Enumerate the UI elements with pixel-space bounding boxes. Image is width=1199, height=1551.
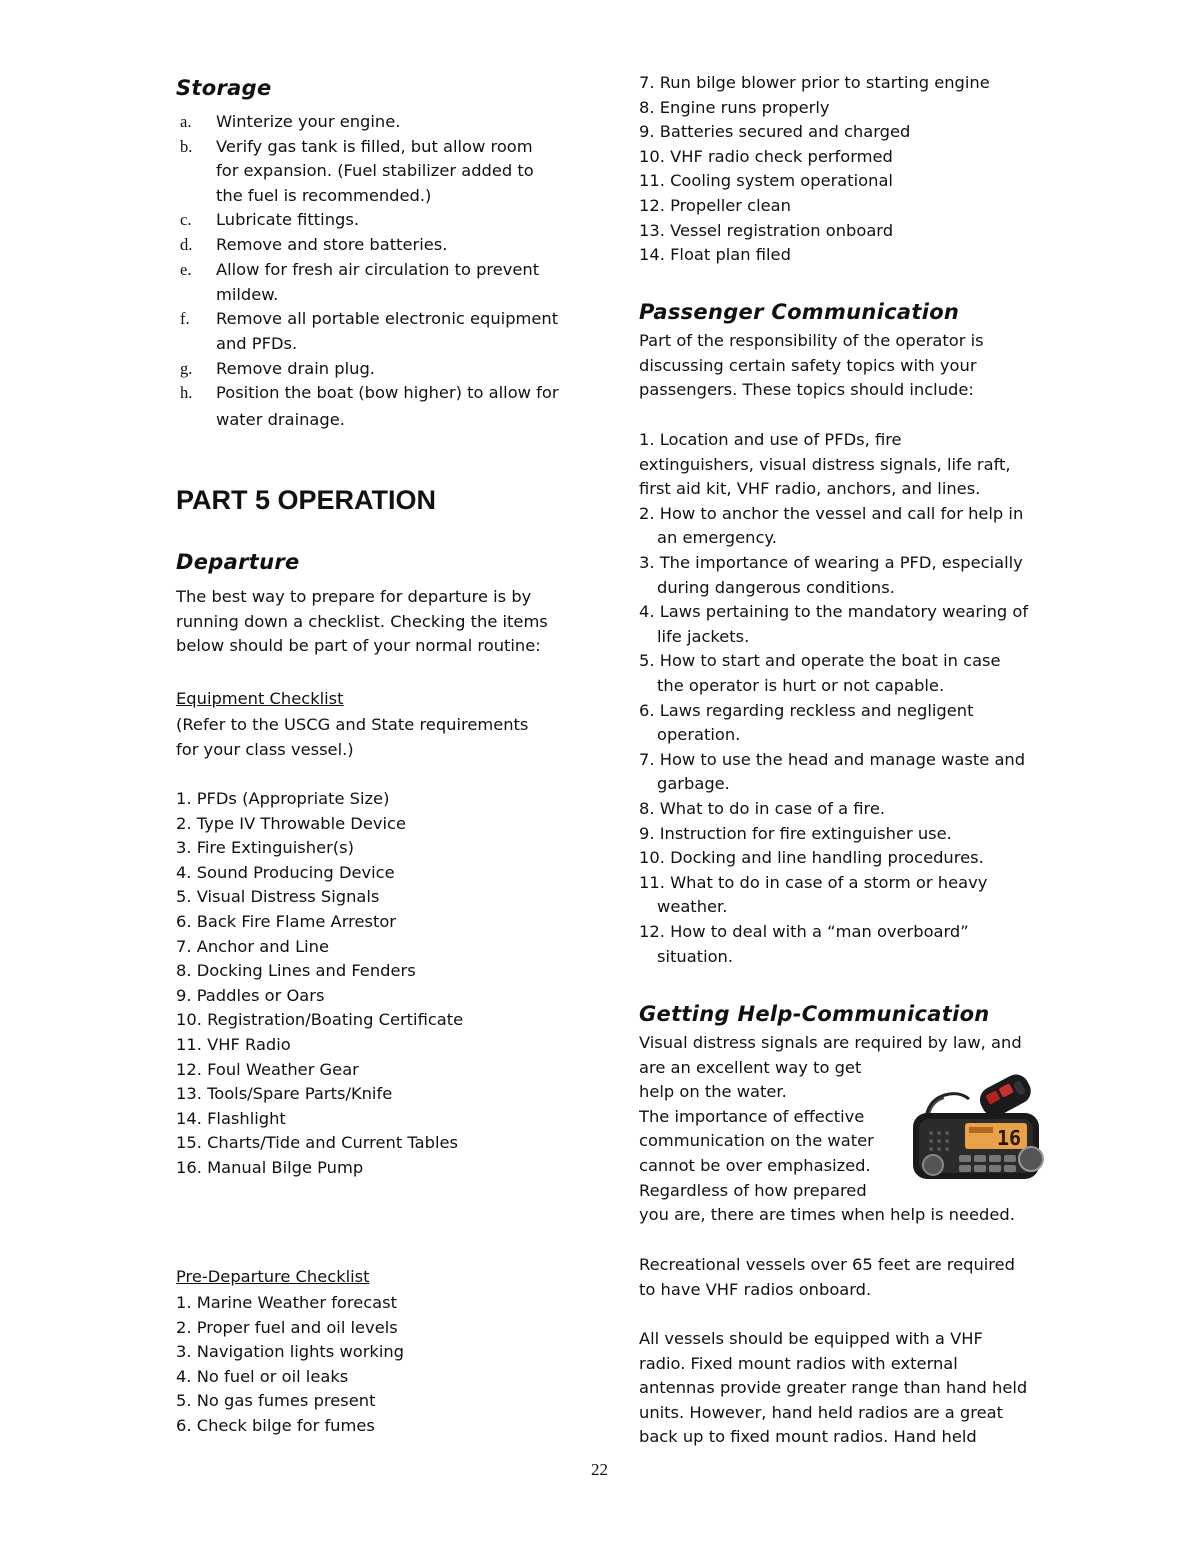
radio-display-text: 16: [996, 1126, 1022, 1150]
vhf-radio-icon: [911, 1073, 1053, 1185]
passenger-topic-item-cont: weather.: [657, 897, 728, 917]
predeparture-item: 2. Proper fuel and oil levels: [176, 1317, 398, 1337]
getting-help-heading: Getting Help-Communication: [639, 1002, 990, 1026]
storage-item-letter: g.: [180, 359, 193, 378]
equipment-item: 8. Docking Lines and Fenders: [176, 961, 416, 981]
storage-item-text: Lubricate fittings.: [216, 210, 360, 229]
help-paragraph-line: cannot be over emphasized.: [639, 1156, 871, 1175]
equipment-item: 5. Visual Distress Signals: [176, 887, 380, 907]
help-paragraph-line: communication on the water: [639, 1131, 874, 1151]
storage-item-text: and PFDs.: [216, 334, 298, 353]
help-paragraph-line: are an excellent way to get: [639, 1057, 862, 1077]
help-paragraph-line: Regardless of how prepared: [639, 1180, 867, 1200]
storage-item-letter: f.: [180, 309, 190, 328]
storage-item-text: Allow for fresh air circulation to prevent: [216, 260, 540, 279]
equipment-item: 11. VHF Radio: [176, 1035, 291, 1054]
equipment-item: 2. Type IV Throwable Device: [176, 813, 406, 833]
storage-item-letter: a.: [180, 112, 192, 131]
predeparture-item: 6. Check bilge for fumes: [176, 1416, 375, 1435]
help-paragraph-line: units. However, hand held radios are a great: [639, 1402, 1003, 1422]
storage-item-text: Position the boat (bow higher) to allow for: [216, 383, 559, 402]
help-paragraph-line: The importance of effective: [639, 1106, 865, 1126]
passenger-intro-line: discussing certain safety topics with your: [639, 355, 977, 375]
passenger-topic-item: 9. Instruction for fire extinguisher use.: [639, 823, 952, 843]
predeparture-checklist-title: Pre-Departure Checklist: [176, 1267, 370, 1286]
predeparture-item: 14. Float plan filed: [639, 245, 791, 265]
help-paragraph-line: radio. Fixed mount radios with external: [639, 1353, 958, 1373]
equipment-item: 1. PFDs (Appropriate Size): [176, 789, 390, 808]
passenger-topic-item: 6. Laws regarding reckless and negligent: [639, 700, 974, 720]
storage-item-text: Remove and store batteries.: [216, 235, 448, 254]
passenger-topic-item: 11. What to do in case of a storm or heavy: [639, 872, 988, 892]
equipment-item: 6. Back Fire Flame Arrestor: [176, 912, 396, 931]
passenger-topic-item-cont: an emergency.: [657, 528, 777, 548]
equipment-item: 15. Charts/Tide and Current Tables: [176, 1133, 458, 1153]
storage-item-text: for expansion. (Fuel stabilizer added to: [216, 161, 534, 180]
equipment-checklist-title: Equipment Checklist: [176, 689, 344, 708]
storage-heading: Storage: [176, 76, 272, 100]
help-paragraph-line: to have VHF radios onboard.: [639, 1279, 872, 1299]
equipment-item: 14. Flashlight: [176, 1108, 286, 1128]
predeparture-item: 7. Run bilge blower prior to starting engine: [639, 73, 990, 92]
help-paragraph-line: you are, there are times when help is needed.: [639, 1205, 1015, 1225]
storage-item-text: Verify gas tank is filled, but allow room: [216, 137, 533, 156]
predeparture-item: 12. Propeller clean: [639, 196, 791, 215]
passenger-communication-heading: Passenger Communication: [639, 300, 960, 324]
passenger-topic-item: 4. Laws pertaining to the mandatory wearing of: [639, 602, 1029, 622]
equipment-item: 9. Paddles or Oars: [176, 985, 325, 1005]
passenger-topic-item: 12. How to deal with a “man overboard”: [639, 922, 969, 941]
storage-item-letter: e.: [180, 260, 192, 279]
departure-intro-line: running down a checklist. Checking the items: [176, 611, 548, 631]
help-paragraph-line: antennas provide greater range than hand held: [639, 1378, 1028, 1398]
passenger-intro-line: Part of the responsibility of the operator is: [639, 331, 984, 350]
storage-item-text: water drainage.: [216, 410, 345, 429]
passenger-topic-item: 7. How to use the head and manage waste and: [639, 749, 1026, 769]
equipment-item: 16. Manual Bilge Pump: [176, 1158, 364, 1177]
passenger-topic-item-cont: during dangerous conditions.: [657, 577, 895, 597]
storage-item-text: the fuel is recommended.): [216, 186, 432, 205]
equipment-item: 7. Anchor and Line: [176, 936, 330, 956]
passenger-topic-item-cont: first aid kit, VHF radio, anchors, and lines.: [639, 479, 981, 499]
predeparture-item: 10. VHF radio check performed: [639, 146, 893, 166]
storage-item-letter: d.: [180, 235, 193, 254]
equipment-item: 3. Fire Extinguisher(s): [176, 838, 354, 858]
help-paragraph-line: back up to fixed mount radios. Hand held: [639, 1427, 977, 1447]
help-paragraph-line: help on the water.: [639, 1082, 787, 1102]
storage-item-letter: c.: [180, 210, 192, 229]
passenger-topic-item-cont: operation.: [657, 725, 741, 745]
equipment-item: 13. Tools/Spare Parts/Knife: [176, 1084, 393, 1104]
passenger-topic-item-cont: extinguishers, visual distress signals, life raft,: [639, 454, 1011, 474]
storage-item-letter: h.: [180, 383, 193, 402]
equipment-note-line: for your class vessel.): [176, 739, 354, 759]
page-number: 22: [591, 1460, 608, 1479]
passenger-intro-line: passengers. These topics should include:: [639, 380, 974, 400]
passenger-topic-item-cont: garbage.: [657, 774, 730, 794]
storage-item-text: mildew.: [216, 285, 279, 304]
passenger-topic-item: 5. How to start and operate the boat in case: [639, 651, 1001, 671]
help-paragraph-line: Recreational vessels over 65 feet are required: [639, 1255, 1015, 1274]
passenger-topic-item-cont: situation.: [657, 946, 734, 966]
equipment-item: 4. Sound Producing Device: [176, 862, 395, 882]
passenger-topic-item-cont: life jackets.: [657, 626, 750, 646]
predeparture-item: 4. No fuel or oil leaks: [176, 1366, 349, 1386]
predeparture-item: 3. Navigation lights working: [176, 1342, 405, 1362]
help-paragraph-line: Visual distress signals are required by law, and: [639, 1033, 1022, 1052]
part-title: PART 5 OPERATION: [176, 485, 437, 515]
predeparture-item: 11. Cooling system operational: [639, 171, 893, 191]
predeparture-item: 13. Vessel registration onboard: [639, 220, 894, 240]
equipment-note-line: (Refer to the USCG and State requirements: [176, 715, 529, 734]
passenger-topic-item: 10. Docking and line handling procedures.: [639, 848, 984, 868]
help-paragraph-line: All vessels should be equipped with a VHF: [639, 1329, 983, 1348]
passenger-topic-item-cont: the operator is hurt or not capable.: [657, 676, 945, 695]
departure-intro-line: below should be part of your normal routine:: [176, 636, 541, 656]
equipment-item: 12. Foul Weather Gear: [176, 1059, 359, 1079]
departure-intro-line: The best way to prepare for departure is by: [176, 587, 532, 606]
storage-item-letter: b.: [180, 137, 193, 156]
storage-item-text: Remove drain plug.: [216, 359, 375, 378]
predeparture-item: 5. No gas fumes present: [176, 1391, 376, 1411]
storage-item-text: Winterize your engine.: [216, 112, 401, 131]
predeparture-item: 9. Batteries secured and charged: [639, 122, 911, 142]
passenger-topic-item: 8. What to do in case of a fire.: [639, 799, 886, 818]
predeparture-item: 1. Marine Weather forecast: [176, 1293, 398, 1312]
passenger-topic-item: 1. Location and use of PFDs, fire: [639, 430, 902, 449]
passenger-topic-item: 2. How to anchor the vessel and call for help in: [639, 503, 1024, 523]
passenger-topic-item: 3. The importance of wearing a PFD, especially: [639, 553, 1023, 572]
storage-item-text: Remove all portable electronic equipment: [216, 309, 559, 328]
equipment-item: 10. Registration/Boating Certificate: [176, 1010, 464, 1030]
predeparture-item: 8. Engine runs properly: [639, 97, 830, 117]
departure-heading: Departure: [176, 550, 300, 574]
